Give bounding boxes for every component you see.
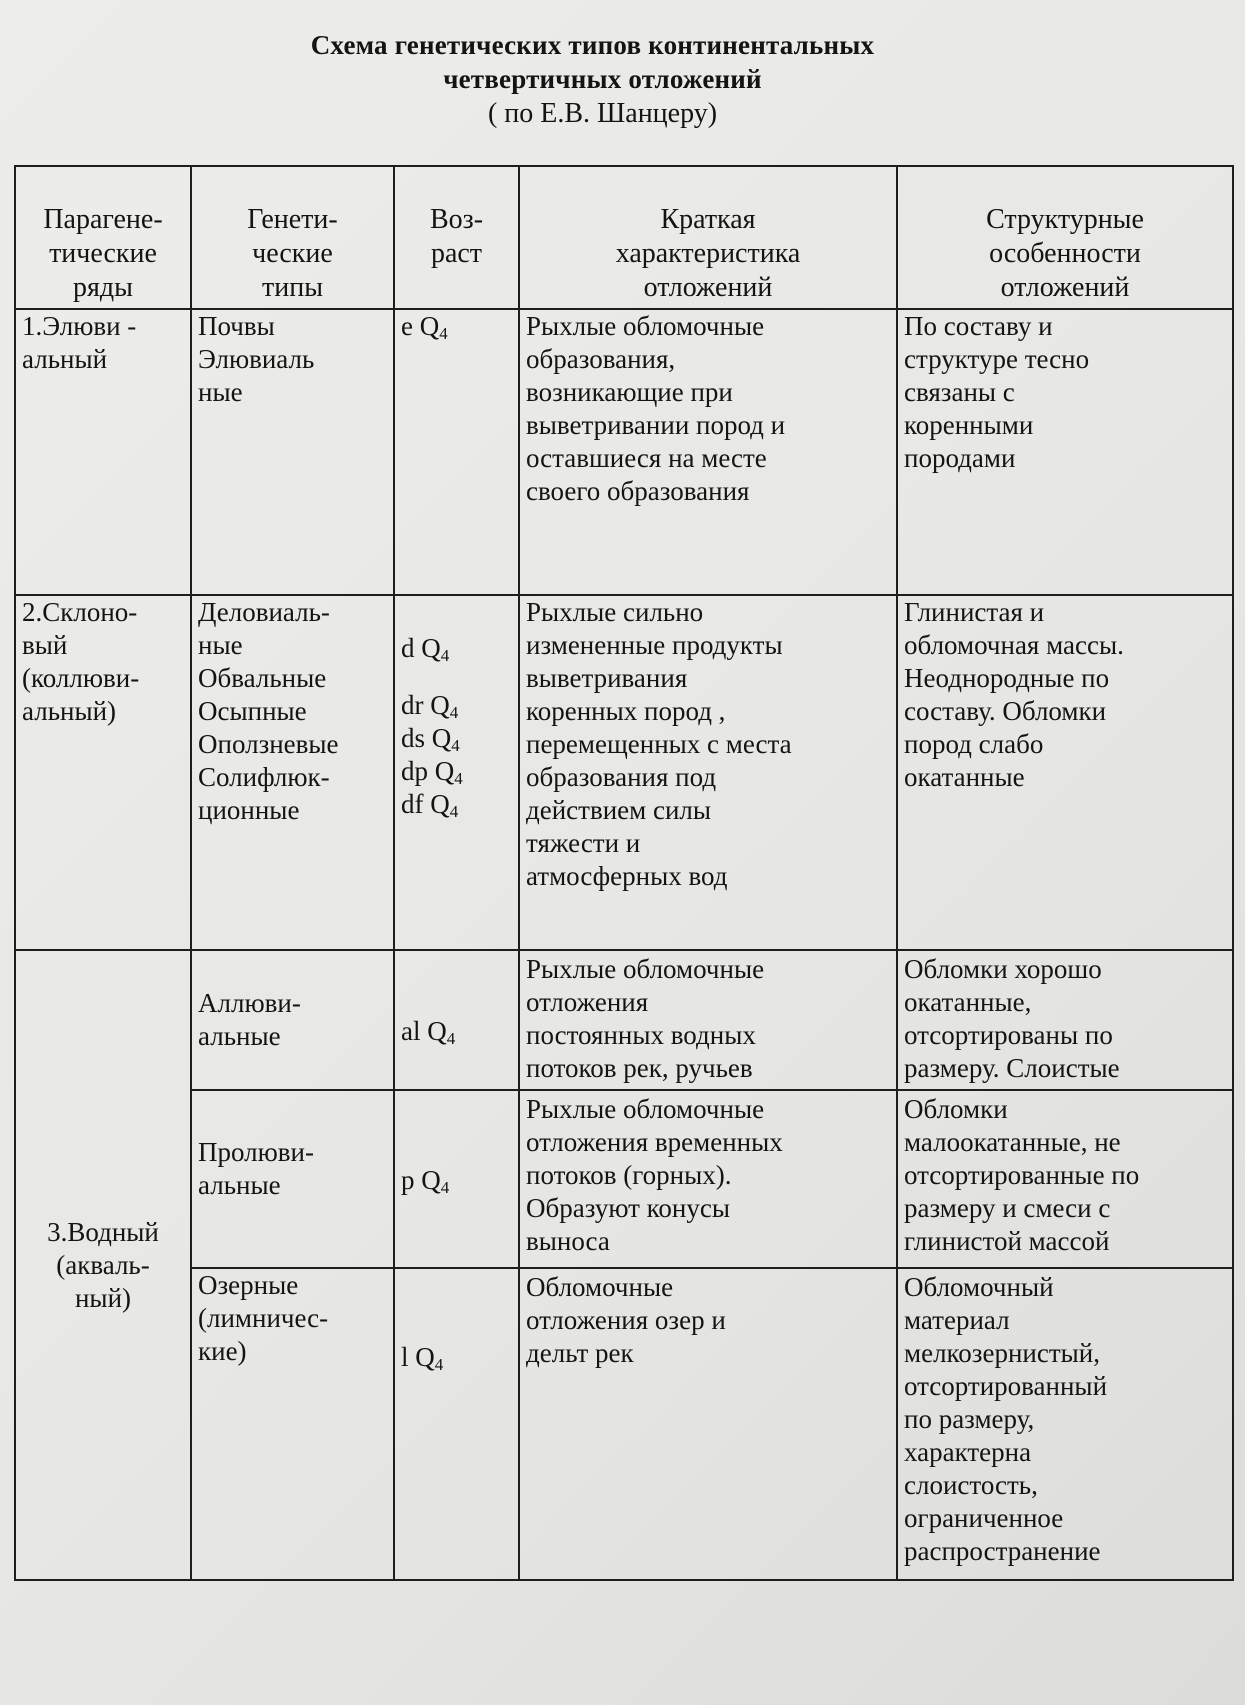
- brief-characteristic-cell: Рыхлые обломочные образования, возникающие при выветривании пород и оставшиеся на месте своего образования: [519, 309, 897, 595]
- table-row: [15, 950, 1233, 1090]
- age-label: d Q: [401, 633, 441, 663]
- header-structural-features: Структурные особенности отложений: [897, 166, 1233, 309]
- structural-features-cell: Обломки малоокатанные, не отсортированные по размеру и смеси с глинистой массой: [897, 1090, 1233, 1268]
- genetic-type-cell: Озерные (лимничес- кие): [191, 1268, 394, 1580]
- header-genetic-types: Генети- ческие типы: [191, 166, 394, 309]
- age-label: df Q: [401, 789, 450, 819]
- series-cell: 3.Водный (акваль- ный): [15, 950, 191, 1580]
- age-entry: [401, 788, 512, 821]
- age-subscript: 4: [449, 703, 459, 722]
- age-entry: [401, 755, 512, 788]
- age-label: al Q: [401, 1016, 447, 1046]
- series-cell: 2.Склоно- вый (коллюви- альный): [15, 595, 191, 950]
- genetic-type-cell: Деловиаль- ные Обвальные Осыпные Оползневые Солифлюк- ционные: [191, 595, 394, 950]
- brief-characteristic-cell: Рыхлые сильно измененные продукты выветривания коренных пород , перемещенных с места образования под действием силы тяжести и атмосферных вод: [519, 595, 897, 950]
- table-header-row: [15, 166, 1233, 309]
- age-subscript: 4: [449, 802, 459, 821]
- document-subtitle: ( по Е.В. Шанцеру): [487, 98, 718, 129]
- brief-characteristic-cell: Рыхлые обломочные отложения постоянных водных потоков рек, ручьев: [519, 950, 897, 1090]
- age-entry: [401, 632, 512, 665]
- age-subscript: 4: [440, 1178, 450, 1197]
- title-block: [0, 28, 1245, 132]
- document-title-line-1: Схема генетических типов континентальных: [310, 30, 875, 60]
- age-label: l Q: [401, 1342, 435, 1372]
- structural-features-cell: Обломки хорошо окатанные, отсортированы по размеру. Слоистые: [897, 950, 1233, 1090]
- genetic-type-cell: Пролюви- альные: [191, 1090, 394, 1268]
- age-subscript: 4: [440, 646, 450, 665]
- age-cell: [394, 950, 519, 1090]
- age-cell: [394, 595, 519, 950]
- age-cell: [394, 1268, 519, 1580]
- series-cell: 1.Элюви - альный: [15, 309, 191, 595]
- brief-characteristic-cell: Рыхлые обломочные отложения временных потоков (горных). Образуют конусы выноса: [519, 1090, 897, 1268]
- age-label: dp Q: [401, 756, 455, 786]
- header-paragenetic-series: Парагене- тические ряды: [15, 166, 191, 309]
- age-label: p Q: [401, 1165, 441, 1195]
- structural-features-cell: Обломочный материал мелкозернистый, отсортированный по размеру, характерна слоистость, ограниченное распространение: [897, 1268, 1233, 1580]
- table-row: [15, 309, 1233, 595]
- age-subscript: 4: [446, 1029, 456, 1048]
- table-row: [15, 1268, 1233, 1580]
- age-cell: [394, 1090, 519, 1268]
- age-label: e Q: [401, 311, 440, 341]
- age-subscript: 4: [434, 1355, 444, 1374]
- structural-features-cell: Глинистая и обломочная массы. Неоднородные по составу. Обломки пород слабо окатанные: [897, 595, 1233, 950]
- age-subscript: 4: [451, 736, 460, 755]
- genetic-type-cell: Почвы Элювиаль ные: [191, 309, 394, 595]
- genetic-type-cell: Аллюви- альные: [191, 950, 394, 1090]
- age-entry: [401, 689, 512, 722]
- age-label: ds Q: [401, 723, 452, 753]
- age-subscript: 4: [439, 324, 448, 343]
- document-title-line-2: четвертичных отложений: [443, 64, 762, 94]
- table-row: [15, 595, 1233, 950]
- structural-features-cell: По составу и структуре тесно связаны с коренными породами: [897, 309, 1233, 595]
- age-entry: [401, 722, 512, 755]
- age-cell: [394, 309, 519, 595]
- brief-characteristic-cell: Обломочные отложения озер и дельт рек: [519, 1268, 897, 1580]
- header-brief-characteristic: Краткая характеристика отложений: [519, 166, 897, 309]
- age-subscript: 4: [454, 769, 463, 788]
- age-label: dr Q: [401, 690, 450, 720]
- header-age: Воз- раст: [394, 166, 519, 309]
- age-spacer: [401, 665, 512, 689]
- table-row: [15, 1090, 1233, 1268]
- genetic-types-table: [14, 165, 1234, 1581]
